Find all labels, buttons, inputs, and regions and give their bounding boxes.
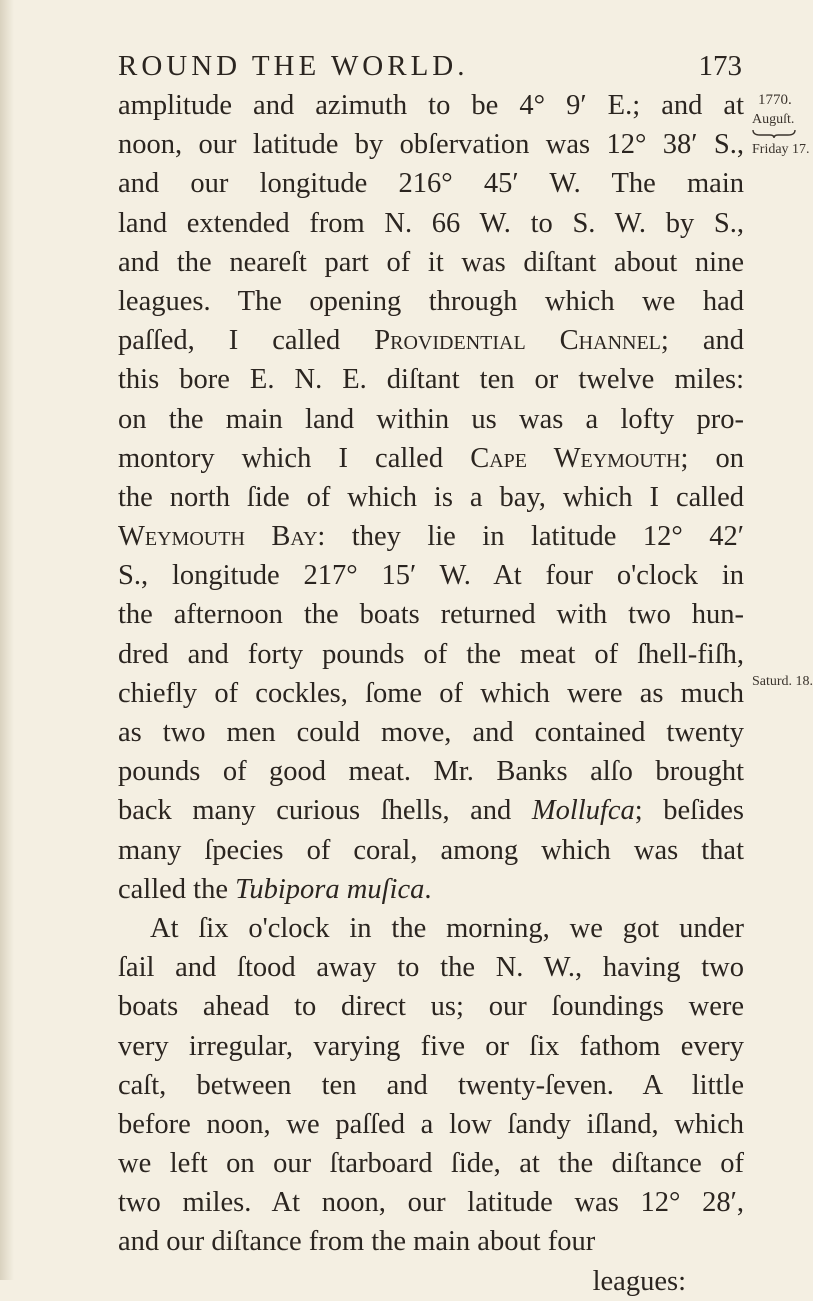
text-line: and our longitude 216° 45′ W. The main	[118, 168, 744, 200]
margin-date-friday: Friday 17.	[752, 142, 810, 157]
italic-term: Mollufca	[531, 795, 635, 827]
text-line	[118, 870, 744, 909]
text-line: caſt, between ten and twenty-ſeven. A little	[118, 1069, 744, 1101]
page-header	[118, 50, 742, 90]
margin-brace-icon	[752, 128, 796, 138]
text-line	[118, 517, 744, 556]
text-run: : they lie in latitude 12° 42′	[317, 521, 744, 553]
text-line: pounds of good meat. Mr. Banks alſo brought	[118, 756, 744, 788]
text-line: leagues. The opening through which we had	[118, 285, 744, 317]
text-line	[118, 791, 744, 830]
body-text	[118, 86, 744, 1301]
text-line: and our diſtance from the main about four	[118, 1226, 596, 1258]
text-run: paſſed, I called	[118, 325, 375, 357]
text-line	[118, 321, 744, 360]
text-line: this bore E. N. E. diſtant ten or twelve miles:	[118, 364, 744, 396]
page-number: 173	[698, 50, 742, 82]
small-caps-name: Cape Weymouth	[470, 442, 681, 474]
text-line: the afternoon the boats returned with two hun-	[118, 599, 744, 631]
small-caps-name: Weymouth Bay	[118, 521, 318, 553]
page-edge-shadow	[0, 0, 14, 1280]
text-line: leagues:	[592, 1265, 686, 1297]
text-line: the north ſide of which is a bay, which I called	[118, 481, 744, 513]
text-run: ; on	[680, 442, 744, 474]
text-line: noon, our latitude by obſervation was 12° 38′ S.,	[118, 129, 744, 161]
text-line: two miles. At noon, our latitude was 12° 28′,	[118, 1187, 744, 1219]
text-run: ; and	[660, 325, 744, 357]
text-line: as two men could move, and contained twenty	[118, 717, 744, 748]
text-line: ſail and ſtood away to the N. W., having two	[118, 952, 744, 984]
text-run: ; beſides	[634, 795, 744, 827]
text-line: before noon, we paſſed a low ſandy iſland, which	[118, 1108, 744, 1140]
text-line: land extended from N. 66 W. to S. W. by S.,	[118, 207, 744, 239]
text-run: called the	[118, 873, 236, 905]
text-run: .	[424, 873, 432, 905]
small-caps-name: Providential Channel	[374, 325, 661, 357]
text-line: At ſix o'clock in the morning, we got under	[150, 912, 744, 944]
text-line: on the main land within us was a lofty pro-	[118, 403, 744, 435]
text-run: back many curious ſhells, and	[118, 795, 532, 827]
text-line: chiefly of cockles, ſome of which were as much	[118, 677, 744, 709]
text-line: and the neareſt part of it was diſtant about nine	[118, 246, 744, 278]
text-run: montory which I called	[118, 442, 471, 474]
text-line: dred and forty pounds of the meat of ſhell-fiſh,	[118, 638, 744, 670]
text-line: amplitude and azimuth to be 4° 9′ E.; and at	[118, 90, 744, 121]
text-line: S., longitude 217° 15′ W. At four o'clock in	[118, 560, 744, 592]
margin-date-saturday: Saturd. 18.	[752, 674, 813, 689]
text-line	[118, 439, 744, 478]
text-line: we left on our ſtarboard ſide, at the diſtance of	[118, 1148, 744, 1180]
text-line: very irregular, varying five or ſix fathom every	[118, 1030, 744, 1062]
text-line: many ſpecies of coral, among which was that	[118, 834, 744, 866]
margin-month: Auguſt.	[752, 112, 795, 127]
running-title: ROUND THE WORLD.	[118, 50, 469, 82]
italic-term: Tubipora muſica	[235, 873, 425, 905]
margin-year: 1770.	[758, 92, 792, 108]
text-line: boats ahead to direct us; our ſoundings were	[118, 991, 744, 1023]
